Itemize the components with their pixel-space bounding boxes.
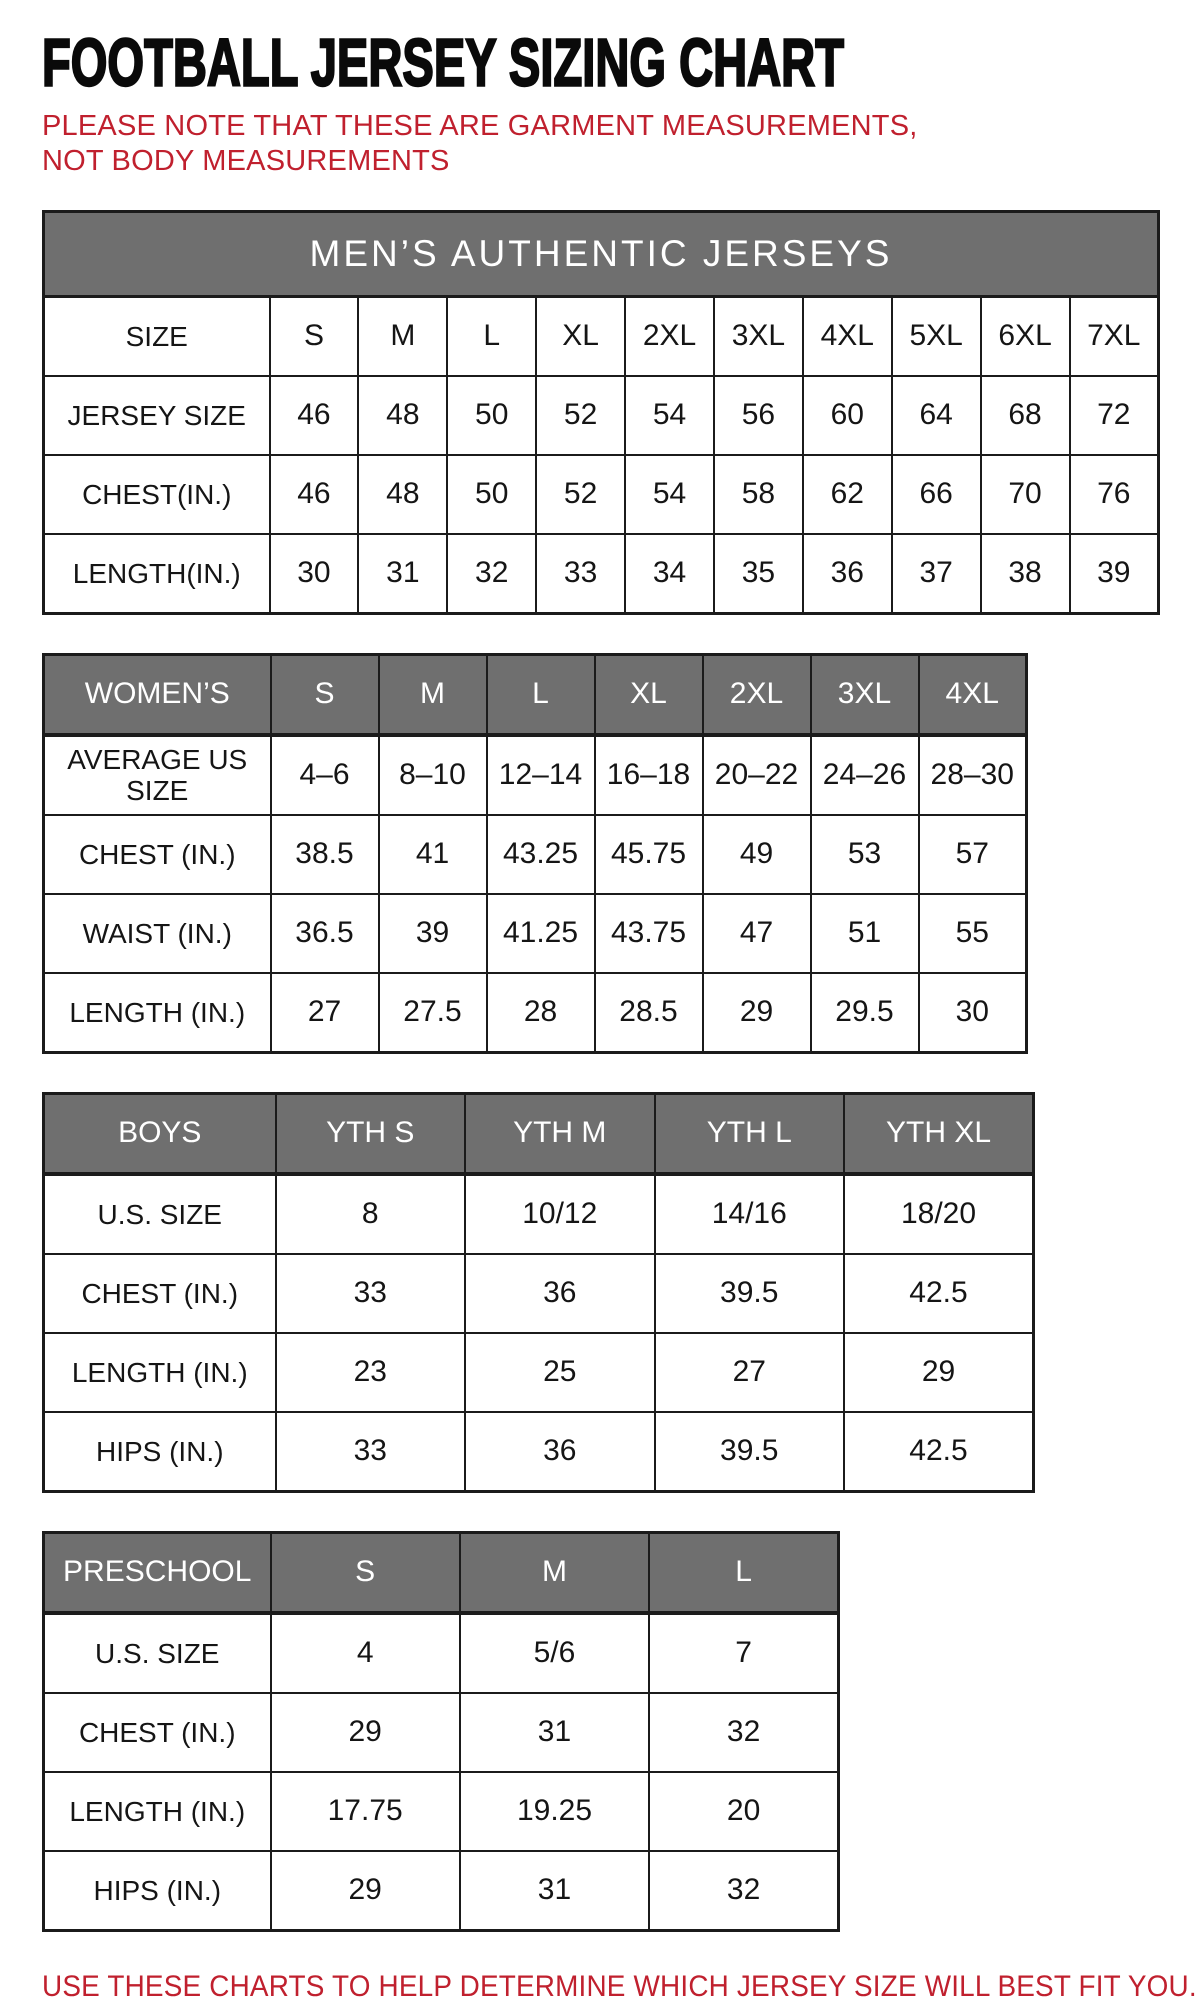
table-cell: 4 [271, 1613, 460, 1693]
table-cell: 29 [271, 1851, 460, 1931]
table-cell: 39 [379, 894, 487, 973]
table-header-row [44, 1093, 1034, 1174]
table-cell: 16–18 [595, 735, 703, 815]
table-cell: 28–30 [919, 735, 1027, 815]
table-row [44, 1333, 1034, 1412]
table-cell: 52 [536, 376, 625, 455]
column-header: M [379, 654, 487, 735]
row-label: CHEST(IN.) [44, 455, 270, 534]
column-header: S [271, 654, 379, 735]
table-cell: 36 [803, 534, 892, 614]
row-label: CHEST (IN.) [44, 815, 271, 894]
table-header-row [44, 1532, 839, 1613]
table-cell: 43.25 [487, 815, 595, 894]
table-cell: 50 [447, 376, 536, 455]
table-header-label: PRESCHOOL [44, 1532, 271, 1613]
table-cell: 58 [714, 455, 803, 534]
column-header: 2XL [703, 654, 811, 735]
table-cell: 49 [703, 815, 811, 894]
table-cell: 35 [714, 534, 803, 614]
table-cell: 27 [271, 973, 379, 1053]
table-row [44, 296, 1159, 376]
table-cell: 30 [919, 973, 1027, 1053]
table-cell: 20–22 [703, 735, 811, 815]
table-cell: 17.75 [271, 1772, 460, 1851]
table-cell: 29 [844, 1333, 1034, 1412]
table-header-row [44, 654, 1027, 735]
table-cell: 33 [276, 1412, 466, 1492]
table-cell: 57 [919, 815, 1027, 894]
table-cell: 41 [379, 815, 487, 894]
table-cell: 42.5 [844, 1412, 1034, 1492]
table-cell: 28.5 [595, 973, 703, 1053]
column-header: L [649, 1532, 838, 1613]
table-cell: 31 [460, 1693, 649, 1772]
row-label: JERSEY SIZE [44, 376, 270, 455]
table-cell: 36 [465, 1412, 655, 1492]
table-cell: 36 [465, 1254, 655, 1333]
table-cell: 19.25 [460, 1772, 649, 1851]
table-cell: 48 [358, 376, 447, 455]
table-row [44, 1851, 839, 1931]
table-row [44, 735, 1027, 815]
column-header: M [460, 1532, 649, 1613]
row-label: SIZE [44, 296, 270, 376]
row-label: U.S. SIZE [44, 1613, 271, 1693]
table-cell: 38 [981, 534, 1070, 614]
table-cell: 37 [892, 534, 981, 614]
column-header: YTH S [276, 1093, 466, 1174]
table-row [44, 1412, 1034, 1492]
table-cell: 72 [1070, 376, 1159, 455]
table-row [44, 1613, 839, 1693]
table-cell: M [358, 296, 447, 376]
table-row [44, 1254, 1034, 1333]
table-cell: 7 [649, 1613, 838, 1693]
table-cell: 10/12 [465, 1174, 655, 1254]
table-row [44, 973, 1027, 1053]
table-cell: 29 [271, 1693, 460, 1772]
row-label: CHEST (IN.) [44, 1254, 276, 1333]
table-cell: 53 [811, 815, 919, 894]
garment-measurement-note: PLEASE NOTE THAT THESE ARE GARMENT MEASUREMENTS, NOT BODY MEASUREMENTS [42, 110, 918, 178]
table-cell: 7XL [1070, 296, 1159, 376]
column-header: S [271, 1532, 460, 1613]
table-cell: 27 [655, 1333, 845, 1412]
table-cell: 50 [447, 455, 536, 534]
mens-sizing-table [42, 210, 1160, 615]
column-header: 4XL [919, 654, 1027, 735]
preschool-sizing-table [42, 1531, 840, 1932]
row-label: CHEST (IN.) [44, 1693, 271, 1772]
table-cell: 48 [358, 455, 447, 534]
table-cell: 33 [536, 534, 625, 614]
table-row [44, 534, 1159, 614]
table-cell: 38.5 [271, 815, 379, 894]
table-cell: 60 [803, 376, 892, 455]
table-cell: 43.75 [595, 894, 703, 973]
column-header: XL [595, 654, 703, 735]
table-cell: 68 [981, 376, 1070, 455]
table-cell: XL [536, 296, 625, 376]
table-cell: L [447, 296, 536, 376]
table-cell: 64 [892, 376, 981, 455]
row-label: LENGTH(IN.) [44, 534, 270, 614]
table-cell: 42.5 [844, 1254, 1034, 1333]
fit-advice-footer: USE THESE CHARTS TO HELP DETERMINE WHICH JERSEY SIZE WILL BEST FIT YOU. [42, 1969, 1197, 2003]
table-row [44, 1772, 839, 1851]
table-row [44, 376, 1159, 455]
table-cell: S [270, 296, 359, 376]
table-cell: 62 [803, 455, 892, 534]
table-cell: 24–26 [811, 735, 919, 815]
table-cell: 30 [270, 534, 359, 614]
row-label: LENGTH (IN.) [44, 1772, 271, 1851]
table-cell: 39.5 [655, 1254, 845, 1333]
table-cell: 36.5 [271, 894, 379, 973]
table-cell: 25 [465, 1333, 655, 1412]
table-cell: 29 [703, 973, 811, 1053]
table-cell: 66 [892, 455, 981, 534]
table-cell: 52 [536, 455, 625, 534]
table-cell: 8 [276, 1174, 466, 1254]
table-cell: 34 [625, 534, 714, 614]
row-label: U.S. SIZE [44, 1174, 276, 1254]
table-cell: 14/16 [655, 1174, 845, 1254]
womens-sizing-table [42, 653, 1028, 1054]
table-cell: 4–6 [271, 735, 379, 815]
table-row [44, 455, 1159, 534]
column-header: YTH M [465, 1093, 655, 1174]
table-cell: 46 [270, 455, 359, 534]
table-cell: 39.5 [655, 1412, 845, 1492]
table-cell: 54 [625, 376, 714, 455]
table-cell: 32 [649, 1851, 838, 1931]
table-cell: 28 [487, 973, 595, 1053]
table-cell: 55 [919, 894, 1027, 973]
table-cell: 46 [270, 376, 359, 455]
column-header: YTH L [655, 1093, 845, 1174]
table-cell: 41.25 [487, 894, 595, 973]
table-cell: 33 [276, 1254, 466, 1333]
row-label: LENGTH (IN.) [44, 973, 271, 1053]
table-banner: MEN’S AUTHENTIC JERSEYS [44, 211, 1159, 296]
row-label: AVERAGE US SIZE [44, 735, 271, 815]
table-banner-row [44, 211, 1159, 296]
table-cell: 3XL [714, 296, 803, 376]
table-cell: 2XL [625, 296, 714, 376]
table-cell: 5XL [892, 296, 981, 376]
table-cell: 6XL [981, 296, 1070, 376]
row-label: WAIST (IN.) [44, 894, 271, 973]
table-cell: 29.5 [811, 973, 919, 1053]
table-cell: 47 [703, 894, 811, 973]
table-cell: 31 [460, 1851, 649, 1931]
table-cell: 23 [276, 1333, 466, 1412]
row-label: HIPS (IN.) [44, 1851, 271, 1931]
table-cell: 76 [1070, 455, 1159, 534]
table-row [44, 1693, 839, 1772]
row-label: LENGTH (IN.) [44, 1333, 276, 1412]
boys-sizing-table [42, 1092, 1035, 1493]
row-label: HIPS (IN.) [44, 1412, 276, 1492]
table-cell: 18/20 [844, 1174, 1034, 1254]
table-header-label: BOYS [44, 1093, 276, 1174]
table-cell: 8–10 [379, 735, 487, 815]
table-cell: 31 [358, 534, 447, 614]
table-cell: 32 [447, 534, 536, 614]
page-title: FOOTBALL JERSEY SIZING CHART [42, 26, 844, 101]
table-cell: 54 [625, 455, 714, 534]
table-cell: 45.75 [595, 815, 703, 894]
table-cell: 39 [1070, 534, 1159, 614]
table-row [44, 1174, 1034, 1254]
table-row [44, 815, 1027, 894]
table-cell: 32 [649, 1693, 838, 1772]
table-cell: 51 [811, 894, 919, 973]
table-header-label: WOMEN’S [44, 654, 271, 735]
table-row [44, 894, 1027, 973]
column-header: YTH XL [844, 1093, 1034, 1174]
table-cell: 20 [649, 1772, 838, 1851]
table-cell: 56 [714, 376, 803, 455]
table-cell: 12–14 [487, 735, 595, 815]
table-cell: 27.5 [379, 973, 487, 1053]
column-header: 3XL [811, 654, 919, 735]
column-header: L [487, 654, 595, 735]
table-cell: 4XL [803, 296, 892, 376]
table-cell: 5/6 [460, 1613, 649, 1693]
table-cell: 70 [981, 455, 1070, 534]
